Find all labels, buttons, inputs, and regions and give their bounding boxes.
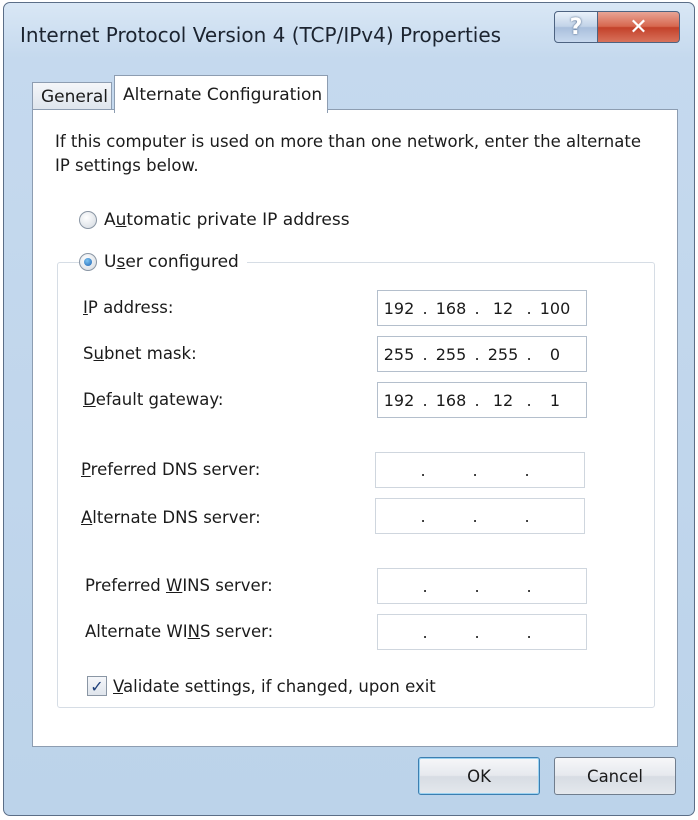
octet: 1 <box>549 390 561 410</box>
title-bar[interactable] <box>4 3 694 63</box>
radio-button-icon[interactable] <box>79 211 97 229</box>
octet: 168 <box>435 298 467 318</box>
preferred-wins-label: Preferred WINS server: <box>85 576 273 595</box>
cancel-label: Cancel <box>587 766 643 786</box>
octet: 0 <box>549 344 561 364</box>
radio-user-configured[interactable] <box>79 252 247 272</box>
info-text <box>55 130 655 178</box>
default-gateway-label: Default gateway: <box>83 390 224 409</box>
validate-settings-checkbox[interactable] <box>87 676 107 696</box>
radio-automatic-private-ip[interactable] <box>79 210 350 230</box>
alternate-wins-field[interactable]: . . . <box>377 614 587 650</box>
validate-settings-checkbox-row[interactable] <box>87 676 436 696</box>
tab-alternate-label: Alternate Configuration <box>123 84 323 105</box>
alternate-wins-label: Alternate WINS server: <box>85 622 274 641</box>
tab-general[interactable] <box>32 82 112 111</box>
window-title: Internet Protocol Version 4 (TCP/IPv4) Properties <box>20 23 502 47</box>
tab-panel <box>32 109 678 747</box>
default-gateway-field[interactable]: 192 . 168 . 12 . 1 <box>377 382 587 418</box>
ok-button[interactable] <box>418 757 540 795</box>
preferred-dns-field[interactable]: . . . <box>375 452 585 488</box>
ip-address-field[interactable]: 192 . 168 . 12 . 100 <box>377 290 587 326</box>
close-icon: ✕ <box>629 14 648 40</box>
octet: 12 <box>492 298 514 318</box>
radio-button-selected-icon[interactable] <box>79 253 97 271</box>
close-button[interactable] <box>598 11 680 43</box>
cancel-button[interactable] <box>554 757 676 795</box>
octet: 255 <box>435 344 467 364</box>
info-line-2: IP settings below. <box>55 156 199 175</box>
subnet-mask-field[interactable]: 255 . 255 . 255 . 0 <box>377 336 587 372</box>
octet: 255 <box>487 344 519 364</box>
octet: 192 <box>383 390 415 410</box>
alternate-dns-label: Alternate DNS server: <box>81 508 261 527</box>
question-icon: ? <box>569 14 583 40</box>
tab-general-label: General <box>41 87 108 107</box>
info-line-1: If this computer is used on more than one network, enter the alternate <box>55 132 641 151</box>
alternate-dns-field[interactable]: . . . <box>375 498 585 534</box>
help-button[interactable] <box>554 11 598 43</box>
radio-auto-label: Automatic private IP address <box>104 210 350 230</box>
ip-address-label: IP address: <box>83 298 174 317</box>
preferred-wins-field[interactable]: . . . <box>377 568 587 604</box>
subnet-mask-label: Subnet mask: <box>83 344 197 363</box>
preferred-dns-label: Preferred DNS server: <box>81 460 261 479</box>
octet: 12 <box>492 390 514 410</box>
octet: 168 <box>435 390 467 410</box>
octet: 255 <box>383 344 415 364</box>
tab-alternate-configuration[interactable] <box>114 75 328 113</box>
radio-user-label: User configured <box>104 252 239 272</box>
octet: 192 <box>383 298 415 318</box>
checkmark-icon: ✓ <box>90 676 104 696</box>
dialog-window <box>3 2 695 816</box>
ok-label: OK <box>467 766 491 786</box>
validate-settings-label: Validate settings, if changed, upon exit <box>113 676 436 696</box>
title-buttons <box>554 11 680 43</box>
octet: 100 <box>539 298 571 318</box>
